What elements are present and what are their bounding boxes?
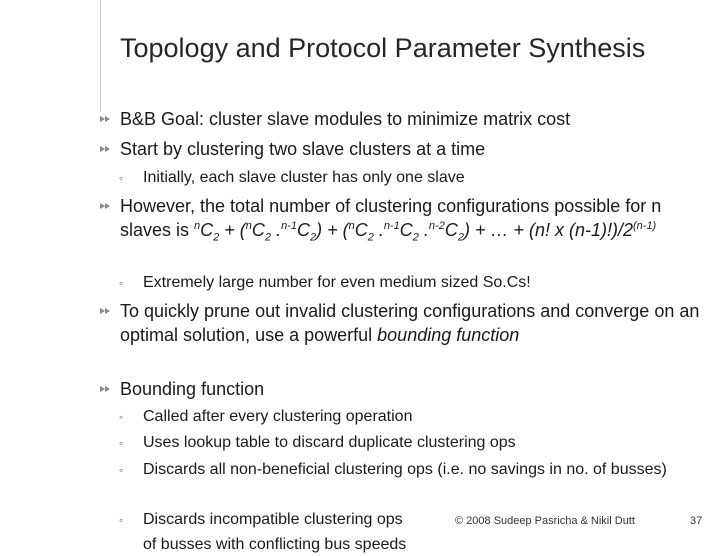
sub-bullet-extremely bbox=[119, 272, 683, 294]
bullet-arrow-icon bbox=[99, 114, 113, 124]
sub-bullet-called bbox=[119, 406, 683, 428]
page-number: 37 bbox=[690, 515, 703, 527]
sub-bullet-nonbeneficial-text: Discards all non-beneficial clustering ops (i.e. no savings in no. of busses) bbox=[143, 461, 667, 478]
bullet-arrow-icon bbox=[99, 306, 113, 316]
bullet-goal-text: B&B Goal: cluster slave modules to minimize matrix cost bbox=[120, 109, 571, 129]
sub-bullet-initially-text: Initially, each slave cluster has only one slave bbox=[143, 169, 465, 186]
sub-bullet-called-text: Called after every clustering operation bbox=[143, 408, 413, 425]
sub-bullet-extremely-text: Extremely large number for even medium sized So.Cs! bbox=[143, 274, 531, 291]
bullet-start-text: Start by clustering two slave clusters at a time bbox=[120, 139, 486, 159]
bullet-start bbox=[120, 137, 700, 161]
sub-bullet-lookup-text: Uses lookup table to discard duplicate clustering ops bbox=[143, 434, 516, 451]
sub-bullet-marker: ◦ bbox=[119, 513, 124, 527]
bullet-prune bbox=[120, 299, 700, 347]
bullet-prune-lead: To quickly prune out invalid clustering configurations and converge on an optimal solution, use a powerful bbox=[120, 301, 700, 345]
bullet-arrow-icon bbox=[99, 144, 113, 154]
bullet-prune-emphasis: bounding function bbox=[377, 325, 520, 345]
sub-bullet-initially bbox=[119, 167, 683, 189]
bullet-goal bbox=[120, 107, 700, 131]
footer-copyright: © 2008 Sudeep Pasricha & Nikil Dutt bbox=[455, 515, 635, 527]
bullet-arrow-icon bbox=[99, 384, 113, 394]
sub-bullet-lookup bbox=[119, 432, 683, 454]
sub-bullet-incompatible-text: Discards incompatible clustering ops bbox=[143, 511, 403, 528]
bullet-arrow-icon bbox=[99, 201, 113, 211]
bullet-however bbox=[120, 194, 700, 242]
bullet-however-lead: However, the total number of clustering configurations possible for n slaves is bbox=[120, 196, 662, 240]
bullet-bounding bbox=[120, 377, 700, 401]
sub-bullet-marker: ◦ bbox=[119, 171, 124, 185]
bullet-bounding-text: Bounding function bbox=[120, 379, 265, 399]
slide-title: Topology and Protocol Parameter Synthesis bbox=[120, 33, 646, 63]
sub-bullet-marker: ◦ bbox=[119, 276, 124, 290]
sub-bullet-nonbeneficial bbox=[119, 459, 683, 481]
sub-bullet-marker: ◦ bbox=[119, 463, 124, 477]
sub-bullet-marker: ◦ bbox=[119, 410, 124, 424]
sub-bullet-marker: ◦ bbox=[119, 436, 124, 450]
cut-off-line: of busses with conflicting bus speeds bbox=[143, 536, 407, 553]
title-rule bbox=[100, 0, 101, 112]
combination-formula: $^nC_2 + (^nC_2$ $.^{n-1}C_2) + (^nC_2$ $.^{n-1}C_2$ $.^{n-2}C_2$) + … + (n! x (n-1)!)/2$^{(n-1)}$ bbox=[194, 220, 657, 244]
